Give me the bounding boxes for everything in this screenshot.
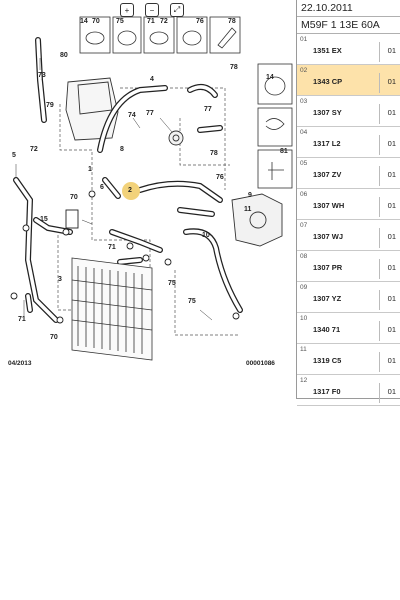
parts-list-row[interactable] (297, 158, 400, 189)
part-index: 12 (300, 377, 308, 384)
parts-list-row[interactable] (297, 96, 400, 127)
callout-label: 79 (46, 102, 54, 109)
column-divider (379, 290, 380, 310)
part-reference: 1307 YZ (313, 294, 342, 303)
part-index: 01 (300, 36, 308, 43)
callout-label: 9 (248, 192, 252, 199)
callout-label: 6 (100, 184, 104, 191)
parts-list-row[interactable] (297, 127, 400, 158)
part-reference: 1307 WH (313, 201, 345, 210)
part-quantity: 01 (387, 263, 396, 272)
part-reference: 1307 WJ (313, 232, 344, 241)
part-index: 07 (300, 222, 308, 229)
part-index: 06 (300, 191, 308, 198)
callout-label: 77 (146, 110, 154, 117)
column-divider (379, 197, 380, 217)
callout-label: 78 (230, 64, 238, 71)
part-reference: 1307 ZV (313, 170, 342, 179)
part-reference: 1351 EX (313, 46, 342, 55)
parts-list-row[interactable] (297, 251, 400, 282)
part-index: 05 (300, 160, 308, 167)
part-quantity: 01 (387, 232, 396, 241)
callout-label: 71 (108, 244, 116, 251)
part-reference: 1317 F0 (313, 387, 341, 396)
diagram-code: 00001086 (246, 360, 275, 367)
parts-list-row[interactable] (297, 313, 400, 344)
callout-label: 80 (60, 52, 68, 59)
model-code: M59F 1 13E 60A (297, 17, 400, 34)
parts-list-panel (296, 0, 400, 399)
parts-list-row[interactable] (297, 375, 400, 406)
parts-list-row[interactable] (297, 189, 400, 220)
callout-label: 73 (38, 72, 46, 79)
part-quantity: 01 (387, 387, 396, 396)
part-index: 02 (300, 67, 308, 74)
zoom-out-icon[interactable]: − (145, 3, 159, 17)
callout-label: 72 (30, 146, 38, 153)
callout-label: 71 (147, 18, 155, 25)
callout-label: 5 (12, 152, 16, 159)
callout-label: 74 (128, 112, 136, 119)
callout-label: 75 (116, 18, 124, 25)
diagram-drawing (0, 0, 296, 400)
column-divider (379, 259, 380, 279)
exploded-parts-diagram (0, 0, 296, 400)
part-index: 08 (300, 253, 308, 260)
callout-label: 76 (196, 18, 204, 25)
zoom-fit-icon[interactable]: ⤢ (170, 3, 184, 17)
parts-list-row[interactable] (297, 220, 400, 251)
part-index: 11 (300, 346, 307, 353)
column-divider (379, 383, 380, 403)
callout-label: 8 (120, 146, 124, 153)
callout-label: 78 (228, 18, 236, 25)
part-reference: 1319 C5 (313, 356, 342, 365)
callout-label: 81 (280, 148, 288, 155)
callout-label: 76 (216, 174, 224, 181)
callout-label: 4 (150, 76, 154, 83)
part-reference: 1307 SY (313, 108, 342, 117)
zoom-in-icon[interactable]: + (120, 3, 134, 17)
part-quantity: 01 (387, 139, 396, 148)
part-quantity: 01 (387, 170, 396, 179)
callout-label: 1 (88, 166, 92, 173)
parts-list-row-selected[interactable] (297, 65, 400, 96)
callout-label: 70 (50, 334, 58, 341)
callout-label: 10 (202, 232, 210, 239)
column-divider (379, 352, 380, 372)
callout-label: 11 (244, 206, 252, 213)
part-quantity: 01 (387, 46, 396, 55)
part-quantity: 01 (387, 77, 396, 86)
part-quantity: 01 (387, 201, 396, 210)
callout-label: 75 (168, 280, 176, 287)
part-quantity: 01 (387, 356, 396, 365)
part-index: 04 (300, 129, 308, 136)
callout-label: 3 (58, 276, 62, 283)
column-divider (379, 166, 380, 186)
part-reference: 1307 PR (313, 263, 343, 272)
part-quantity: 01 (387, 294, 396, 303)
diagram-date: 04/2013 (8, 360, 32, 367)
column-divider (379, 104, 380, 124)
column-divider (379, 135, 380, 155)
callout-label-highlighted[interactable]: 2 (128, 187, 132, 194)
callout-label: 78 (210, 150, 218, 157)
column-divider (379, 73, 380, 93)
part-index: 03 (300, 98, 308, 105)
column-divider (379, 228, 380, 248)
callout-label: 14 (266, 74, 274, 81)
parts-list-row[interactable] (297, 344, 400, 375)
parts-list-row[interactable] (297, 282, 400, 313)
column-divider (379, 321, 380, 341)
column-divider (379, 42, 380, 62)
callout-label: 70 (70, 194, 78, 201)
part-reference: 1317 L2 (313, 139, 341, 148)
callout-label: 72 (160, 18, 168, 25)
part-index: 09 (300, 284, 308, 291)
part-index: 10 (300, 315, 308, 322)
callout-label: 77 (204, 106, 212, 113)
part-reference: 1343 CP (313, 77, 343, 86)
part-quantity: 01 (387, 325, 396, 334)
callout-label: 70 (92, 18, 100, 25)
callout-label: 75 (188, 298, 196, 305)
part-quantity: 01 (387, 108, 396, 117)
part-reference: 1340 71 (313, 325, 341, 334)
callout-label: 15 (40, 216, 48, 223)
callout-label: 71 (18, 316, 26, 323)
callout-label: 14 (80, 18, 88, 25)
parts-list-row[interactable] (297, 34, 400, 65)
parts-list (297, 34, 400, 406)
print-date: 22.10.2011 (297, 0, 400, 17)
